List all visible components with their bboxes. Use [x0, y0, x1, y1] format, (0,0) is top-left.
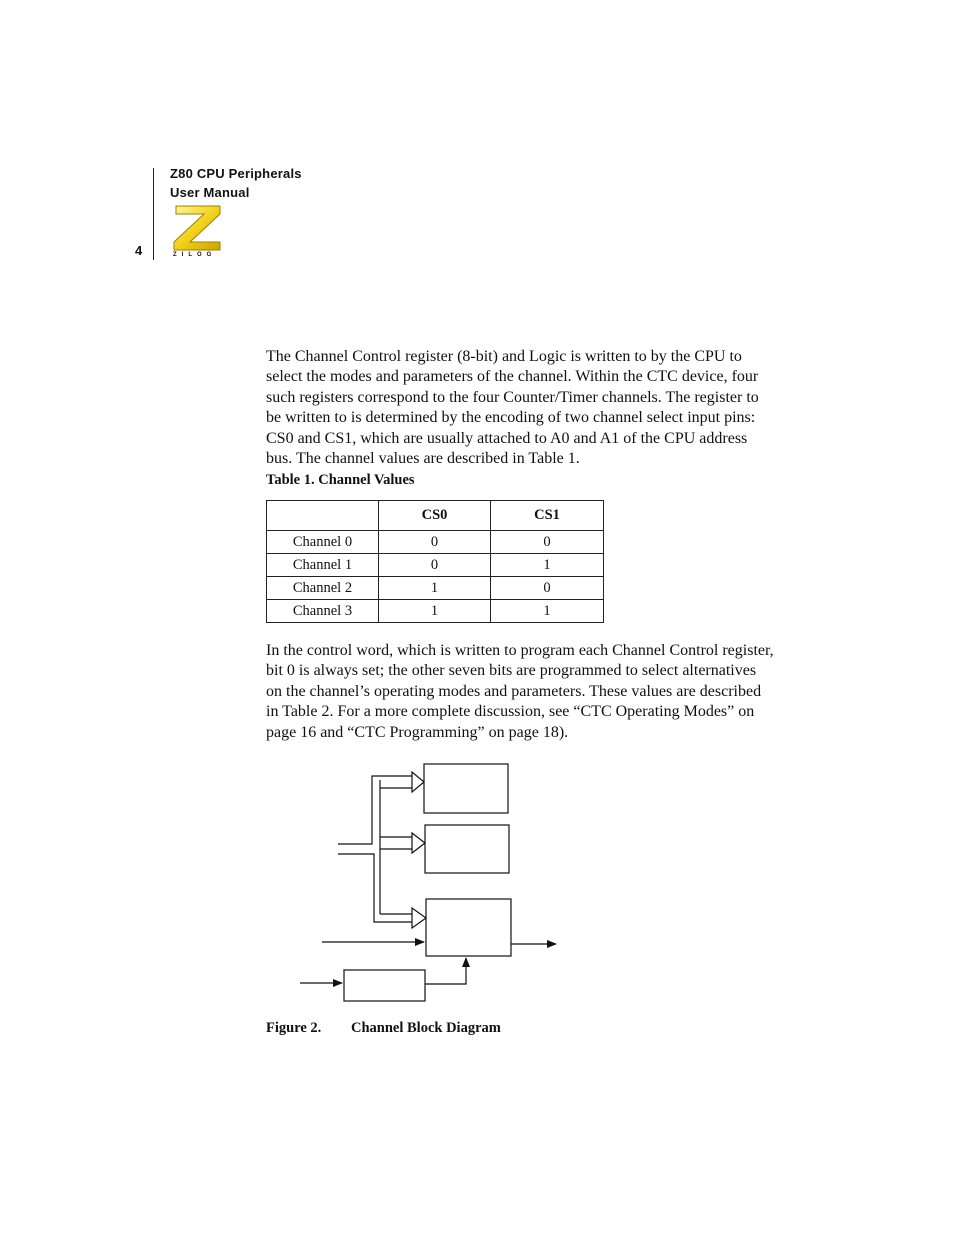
document-title	[170, 164, 302, 202]
document-title-line2: User Manual	[170, 185, 250, 200]
diagram-block-bottom	[344, 970, 425, 1001]
table-row	[267, 577, 604, 600]
table-cell: 1	[491, 554, 604, 577]
table-cell: 0	[379, 531, 491, 554]
figure-title: Channel Block Diagram	[351, 1020, 501, 1036]
paragraph-control-word: In the control word, which is written to program each Channel Control register, bit 0 is always set; the other seven bits are programmed to select alternatives on the channel’s operating modes and parameters. These values are described in Table 2. For a more complete discussion, see “CTC Operating Modes” on page 16 and “CTC Programming” on page 18).	[266, 642, 774, 741]
table-cell: Channel 1	[267, 554, 379, 577]
table-cell: 0	[379, 554, 491, 577]
diagram-block-lower	[426, 899, 511, 956]
header-vertical-rule	[153, 168, 154, 260]
document-title-line1: Z80 CPU Peripherals	[170, 166, 302, 181]
table-header-cell: CS1	[491, 501, 604, 531]
paragraph-channel-control: The Channel Control register (8-bit) and Logic is written to by the CPU to select the modes and parameters of the channel. Within the CTC device, four such registers correspond to the four Counter/Timer channels. The register to be written to is determined by the encoding of two channel select input pins: CS0 and CS1, which are usually attached to A0 and A1 of the CPU address bus. The channel values are described in Table 1.	[266, 348, 759, 468]
table-cell: 1	[491, 600, 604, 623]
diagram-hollow-arrow-lower	[412, 908, 426, 928]
table-row	[267, 531, 604, 554]
table-cell: 0	[491, 577, 604, 600]
channel-block-diagram	[296, 760, 566, 1010]
logo-wordmark: ZILOG	[173, 252, 217, 258]
diagram-block-top	[424, 764, 508, 813]
table-header-cell: CS0	[379, 501, 491, 531]
diagram-bus-inner	[338, 854, 412, 922]
table-header-row	[267, 501, 604, 531]
diagram-hollow-arrow-top	[412, 772, 424, 792]
table-row	[267, 554, 604, 577]
diagram-hollow-arrow-middle	[412, 833, 425, 853]
table-header-cell	[267, 501, 379, 531]
diagram-feedback-line	[425, 958, 466, 984]
page-number: 4	[135, 243, 143, 258]
table-caption: Table 1. Channel Values	[266, 472, 415, 488]
figure-label: Figure 2.	[266, 1020, 322, 1036]
table-cell: Channel 2	[267, 577, 379, 600]
table-cell: Channel 3	[267, 600, 379, 623]
diagram-bus-outer	[338, 776, 412, 844]
table-row	[267, 600, 604, 623]
channel-values-table	[266, 500, 604, 623]
table-cell: 1	[379, 600, 491, 623]
diagram-block-middle	[425, 825, 509, 873]
table-cell: Channel 0	[267, 531, 379, 554]
figure-caption	[266, 1020, 501, 1037]
table-cell: 0	[491, 531, 604, 554]
table-cell: 1	[379, 577, 491, 600]
